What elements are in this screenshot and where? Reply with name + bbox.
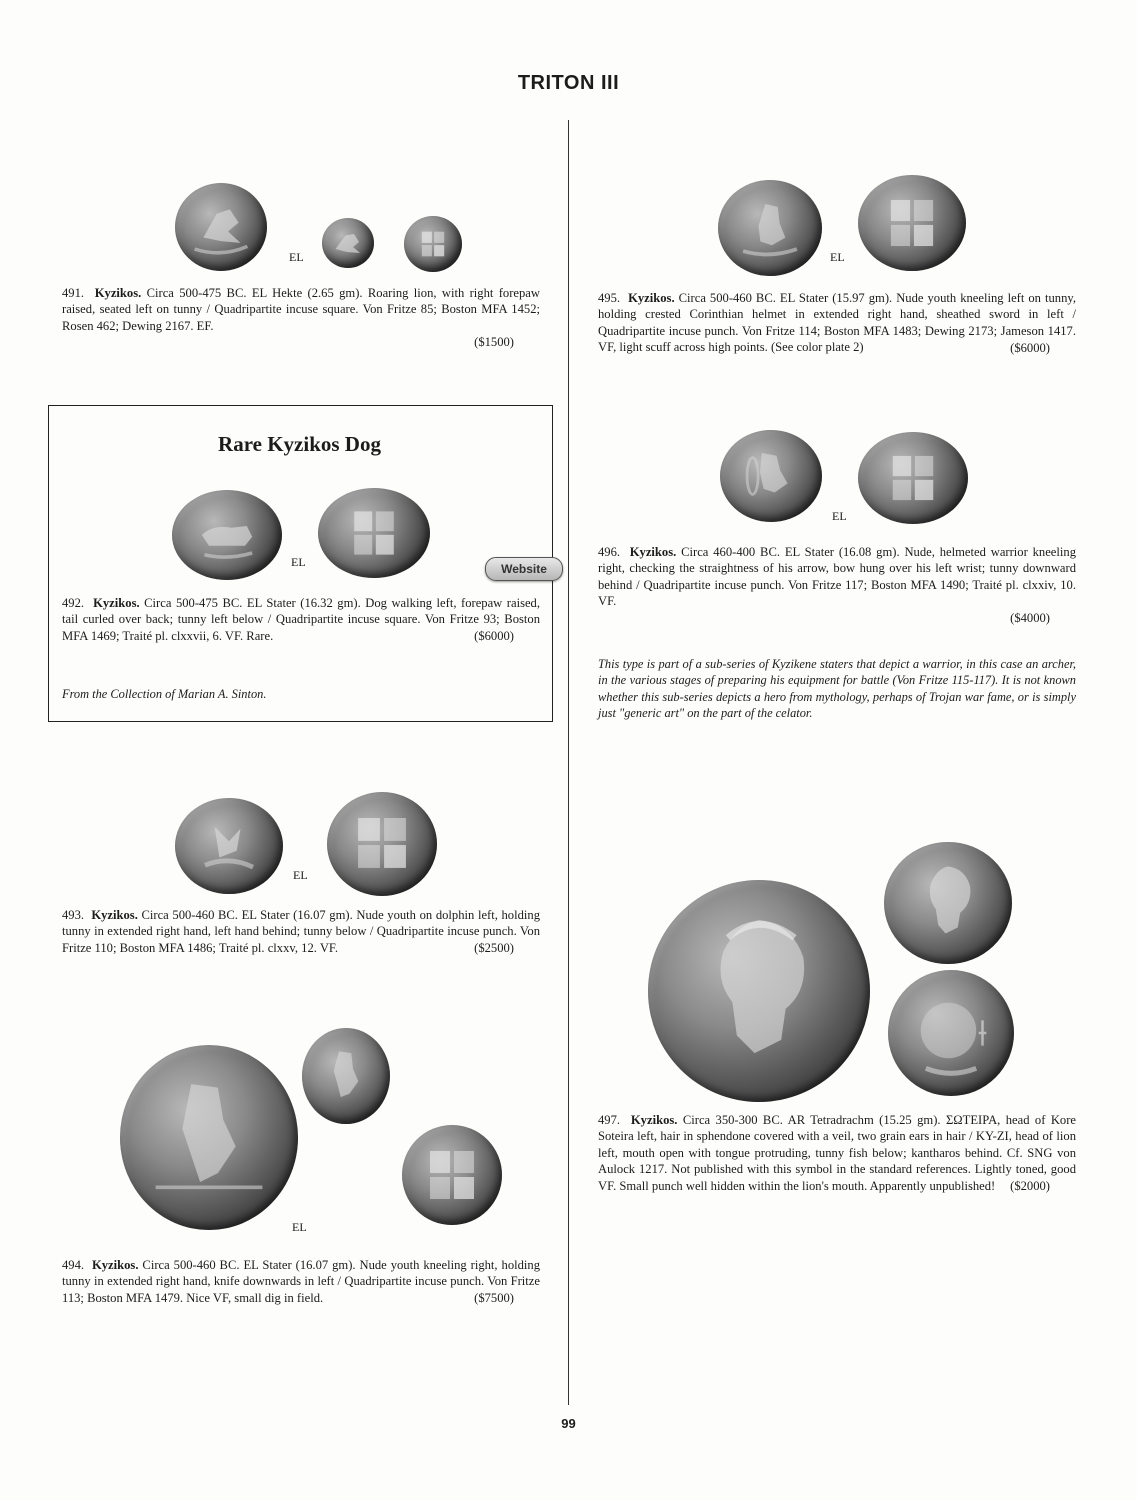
lot-price: ($1500) xyxy=(474,335,514,350)
lot-492-provenance: From the Collection of Marian A. Sinton. xyxy=(62,687,267,701)
coin-492-reverse xyxy=(318,488,430,578)
lot-number: 497. xyxy=(598,1113,621,1127)
lot-496-commentary: This type is part of a sub-series of Kyzikene staters that depict a warrior, in this case an archer, in the various stages of preparing his equipment for battle (Von Fritze 115-117). It is not known whether this sub-series depicts a hero from mythology, perhaps of Trojan war fame, or is simply just "generic art" on the part of the celator. xyxy=(598,657,1076,721)
feature-box-title: Rare Kyzikos Dog xyxy=(218,432,381,456)
metal-label-496: EL xyxy=(832,509,847,523)
lot-price: ($2000) xyxy=(1010,1179,1050,1194)
lot-description: Circa 500-475 BC. EL Stater (16.32 gm). Dog walking left, forepaw raised, tail curled over back; tunny left below / Quadripartite incuse square. Von Fritze 93; Boston MFA 1469; Traité pl. clxxvii, 6. VF. Rare. xyxy=(62,596,541,643)
lot-city: Kyzikos. xyxy=(630,1113,678,1127)
lot-492 xyxy=(62,595,540,645)
lot-price: ($4000) xyxy=(1010,610,1050,625)
coin-493-obverse xyxy=(175,798,283,894)
lot-number: 492. xyxy=(62,596,85,610)
coin-491-obverse xyxy=(322,218,374,268)
lot-number: 493. xyxy=(62,908,85,922)
lot-description: Circa 500-460 BC. EL Stater (16.07 gm). Nude youth kneeling right, holding tunny in extended right hand, knife downwards in left / Quadripartite incuse punch. Von Fritze 113; Boston MFA 1479. Nice VF, small dig in field. xyxy=(62,1258,541,1305)
lot-description: Circa 460-400 BC. EL Stater (16.08 gm). Nude, helmeted warrior kneeling right, checking the straightness of his arrow, bow hung over his left wrist; tunny downward behind / Quadripartite incuse punch. Von Fritze 117; Boston MFA 1490; Traité pl. clxxiv, 10. VF. xyxy=(598,545,1076,609)
metal-label-491: EL xyxy=(289,250,304,264)
lot-494 xyxy=(62,1257,540,1307)
lot-city: Kyzikos. xyxy=(91,908,138,922)
coin-491-reverse xyxy=(404,216,462,272)
coin-497-reverse xyxy=(888,970,1014,1096)
lot-city: Kyzikos. xyxy=(93,596,140,610)
lot-491 xyxy=(62,285,540,351)
lot-description: Circa 500-475 BC. EL Hekte (2.65 gm). Roaring lion, with right forepaw raised, seated left on tunny / Quadripartite incuse square. Von Fritze 85; Boston MFA 1452; Rosen 462; Dewing 2167. EF. xyxy=(62,286,540,333)
website-badge[interactable]: Website xyxy=(485,557,563,581)
metal-label-495: EL xyxy=(830,250,845,264)
metal-label-492: EL xyxy=(291,555,306,569)
lot-495 xyxy=(598,290,1076,356)
metal-label-494: EL xyxy=(292,1220,307,1234)
lot-number: 494. xyxy=(62,1258,85,1272)
coin-496-reverse xyxy=(858,432,968,524)
lot-price: ($6000) xyxy=(1010,340,1050,355)
lot-number: 495. xyxy=(598,291,621,305)
lot-496 xyxy=(598,544,1076,626)
coin-493-reverse xyxy=(327,792,437,896)
lot-497 xyxy=(598,1112,1076,1194)
coin-495-reverse xyxy=(858,175,966,271)
lot-city: Kyzikos. xyxy=(628,291,675,305)
coin-491-obverse-large xyxy=(175,183,267,271)
lot-price: ($6000) xyxy=(474,629,514,644)
lot-price: ($2500) xyxy=(474,941,514,956)
coin-494-obverse xyxy=(302,1028,390,1124)
metal-label-493: EL xyxy=(293,868,308,882)
lot-493 xyxy=(62,907,540,957)
lot-city: Kyzikos. xyxy=(94,286,142,300)
coin-494-reverse xyxy=(402,1125,502,1225)
lot-description: Circa 500-460 BC. EL Stater (16.07 gm). Nude youth on dolphin left, holding tunny in extended right hand, left hand behind; tunny below / Quadripartite incuse punch. Von Fritze 110; Boston MFA 1486; Traité pl. clxxv, 12. VF. xyxy=(62,908,540,955)
coin-497-obverse xyxy=(884,842,1012,964)
column-divider xyxy=(568,120,569,1405)
coin-497-obverse-large xyxy=(648,880,870,1102)
coin-495-obverse xyxy=(718,180,822,276)
lot-description: Circa 350-300 BC. AR Tetradrachm (15.25 gm). ΣΩΤΕΙΡΑ, head of Kore Soteira left, hair in sphendone covered with a veil, two grain ears in hair / KY-ZI, head of lion left, mouth open with tongue protruding, tunny fish below; kantharos behind. Cf. SNG von Aulock 1217. Not published with this symbol in the standard references. Lightly toned, good VF. Small punch well hidden within the lion's mouth. Apparently unpublished! xyxy=(598,1113,1077,1193)
coin-492-obverse xyxy=(172,490,282,580)
lot-city: Kyzikos. xyxy=(91,1258,139,1272)
coin-496-obverse xyxy=(720,430,822,522)
lot-number: 491. xyxy=(62,286,85,300)
coin-494-obverse-large xyxy=(120,1045,298,1230)
page-header: TRITON III xyxy=(517,72,620,94)
lot-city: Kyzikos. xyxy=(629,545,677,559)
lot-price: ($7500) xyxy=(474,1291,514,1306)
lot-number: 496. xyxy=(598,545,621,559)
page-number: 99 xyxy=(561,1416,576,1431)
lot-description: Circa 500-460 BC. EL Stater (15.97 gm). Nude youth kneeling left on tunny, holding crested Corinthian helmet in extended right hand, sheathed sword in left / Quadripartite incuse punch. Von Fritze 114; Boston MFA 1483; Dewing 2173; Jameson 1417. VF, light scuff across high points. (See color plate 2) xyxy=(598,291,1076,355)
